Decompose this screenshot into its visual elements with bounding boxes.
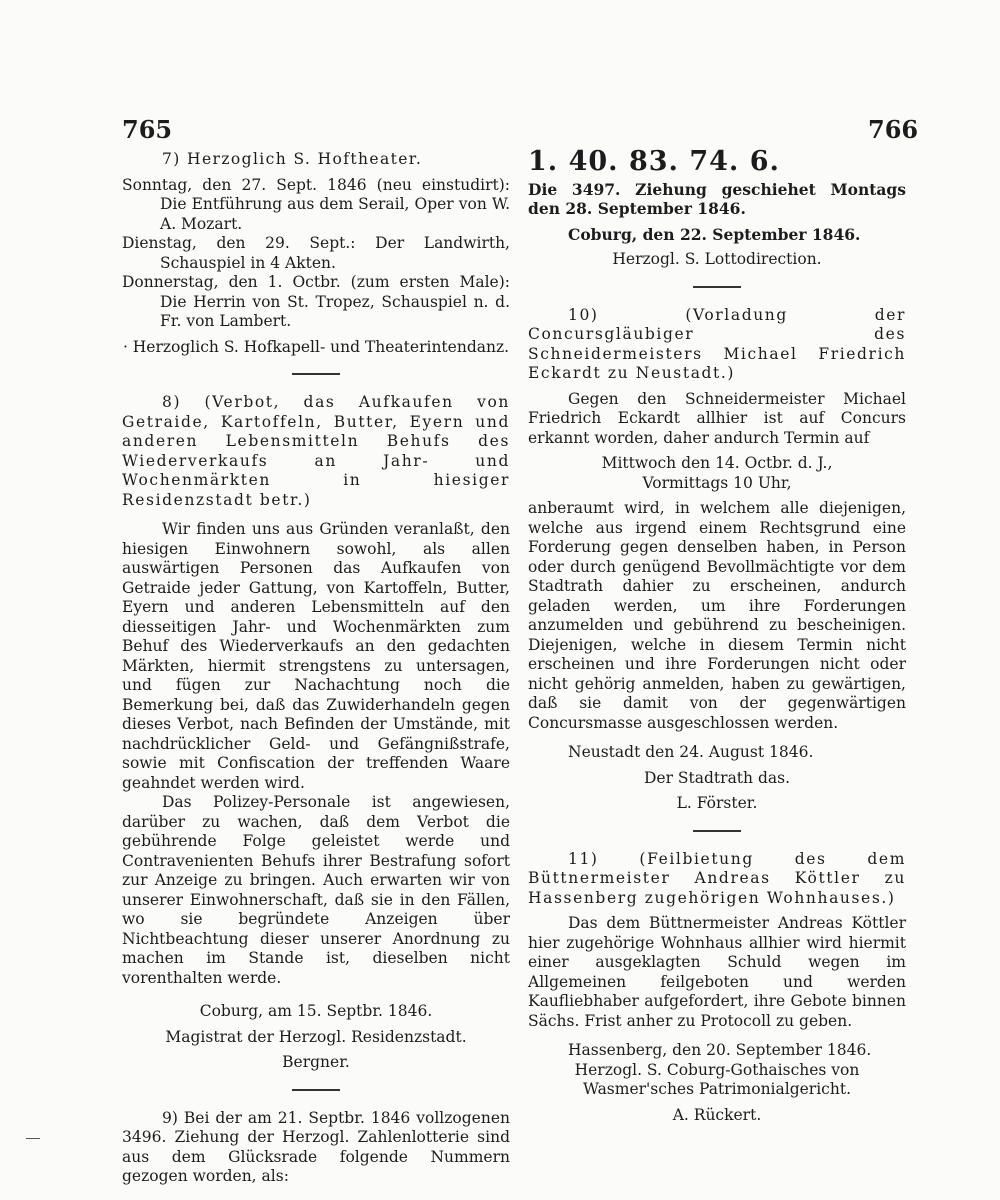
auction-place-date: Hassenberg, den 20. September 1846.: [568, 1041, 872, 1059]
ban-paragraph-2: Das Polizey-Personale ist angewiesen, darüber zu wachen, daß dem Verbot die gebührende Folge geleistet werde und Contravenienten Behufs ihrer Bestrafung sofort zur Anzeige zu bringen. Auch erwarten wir von unserer Einwohnerschaft, daß sie in den Fällen, wo sie begründete Anzeigen über Nichtbeachtung dieser unserer Anordnung zu machen im Stande ist, dieselben nicht vorenthalten werde.: [122, 793, 510, 987]
summons-signatory: L. Förster.: [676, 794, 758, 812]
theater-sunday: Sonntag, den 27. Sept. 1846 (neu einstudirt): Die Entführung aus dem Serail, Oper von W. A. Mozart.: [122, 175, 510, 233]
page-edge-mark: [26, 1138, 40, 1139]
summons-paragraph-1: Gegen den Schneidermeister Michael Friedrich Eckardt allhier ist auf Concurs erkannt worden, daher andurch Termin auf: [528, 389, 906, 447]
ban-signatory: Bergner.: [282, 1053, 350, 1071]
auction-authority: Herzogl. S. Coburg-Gothaisches von Wasmer'sches Patrimonialgericht.: [574, 1060, 860, 1098]
left-column: [122, 150, 510, 1187]
theater-tuesday: Dienstag, den 29. Sept.: Der Landwirth, Schauspiel in 4 Akten.: [122, 234, 510, 272]
auction-signatory: A. Rückert.: [672, 1105, 762, 1124]
section-divider: [292, 373, 340, 375]
summons-place-date: Neustadt den 24. August 1846.: [568, 743, 814, 761]
lottery-place-date: Coburg, den 22. September 1846.: [568, 224, 861, 244]
ban-heading: 8) (Verbot, das Aufkaufen von Getraide, Kartoffeln, Butter, Eyern und anderen Lebensmitteln Behufs des Wiederverkaufs an Jahr- und Wochenmärkten in hiesiger Residenzstadt betr.): [122, 393, 510, 509]
summons-date-line-2: Vormittags 10 Uhr,: [642, 473, 792, 492]
ban-authority: Magistrat der Herzogl. Residenzstadt.: [165, 1027, 467, 1046]
theater-heading: 7) Herzoglich S. Hoftheater.: [162, 150, 423, 168]
auction-heading: 11) (Feilbietung des dem Büttnermeister Andreas Köttler zu Hassenberg zugehörigen Wohnhauses.): [528, 849, 906, 907]
section-divider: [693, 286, 741, 288]
ban-place-date: Coburg, am 15. Septbr. 1846.: [199, 1002, 433, 1020]
theater-thursday: Donnerstag, den 1. Octbr. (zum ersten Male): Die Herrin von St. Tropez, Schauspiel n. d. Fr. von Lambert.: [122, 273, 510, 330]
section-divider: [292, 1089, 340, 1091]
ban-paragraph-1: Wir finden uns aus Gründen veranlaßt, den hiesigen Einwohnern sowohl, als allen auswärtigen Personen das Aufkaufen von Getraide jeder Gattung, von Kartoffeln, Butter, Eyern und anderen Lebensmitteln auf den diesseitigen Jahr- und Wochenmärkten zum Behuf des Wiederverkaufs an den gedachten Märkten, hiermit strengstens zu untersagen, und fügen zur Nachachtung noch die Bemerkung bei, daß das Zuwiderhandeln gegen dieses Verbot, nach Befinden der Umstände, mit nachdrücklicher Geld- und Gefängnißstrafe, sowie mit Confiscation der treffenden Waare geahndet werden wird.: [122, 520, 510, 792]
page-number-left: 765: [122, 115, 173, 144]
lottery-next-draw: Die 3497. Ziehung geschiehet Montags den 28. September 1846.: [528, 179, 906, 218]
theater-signature: · Herzoglich S. Hofkapell- und Theaterintendanz.: [122, 337, 510, 356]
lottery-numbers: 1. 40. 83. 74. 6.: [528, 146, 780, 177]
summons-authority: Der Stadtrath das.: [643, 768, 790, 787]
auction-paragraph: Das dem Büttnermeister Andreas Köttler hier zugehörige Wohnhaus allhier wird hiermit einer ausgeklagten Schuld wegen im Allgemeinen feilgeboten und werden Kaufliebhaber aufgefordert, ihre Gebote binnen Sächs. Frist anher zu Protocoll zu geben.: [528, 914, 906, 1030]
page-number-right: 766: [868, 115, 919, 144]
summons-paragraph-2: anberaumt wird, in welchem alle diejenigen, welche aus irgend einem Rechtsgrund eine Forderung gegen denselben haben, in Person oder durch genügend Bevollmächtigte vor dem Stadtrath dahier zu erscheinen, andurch geladen werden, um ihre Forderungen anzumelden und gebührend zu bescheinigen. Diejenigen, welche in diesem Termin nicht erscheinen und ihre Forderungen nicht oder nicht gehörig anmelden, haben zu gewärtigen, daß sie damit von der gegenwärtigen Concursmasse ausgeschlossen werden.: [528, 499, 906, 732]
lottery-authority: Herzogl. S. Lottodirection.: [612, 250, 822, 268]
summons-heading: 10) (Vorladung der Concursgläubiger des Schneidermeisters Michael Friedrich Eckardt zu Neustadt.): [528, 305, 906, 382]
right-column: [528, 146, 906, 1125]
summons-date-line-1: Mittwoch den 14. Octbr. d. J.,: [601, 454, 833, 472]
section-divider: [693, 830, 741, 832]
lottery-paragraph: 9) Bei der am 21. Septbr. 1846 vollzogenen 3496. Ziehung der Herzogl. Zahlenlotterie sind aus dem Glücksrade folgende Nummern gezogen worden, als:: [122, 1108, 510, 1185]
